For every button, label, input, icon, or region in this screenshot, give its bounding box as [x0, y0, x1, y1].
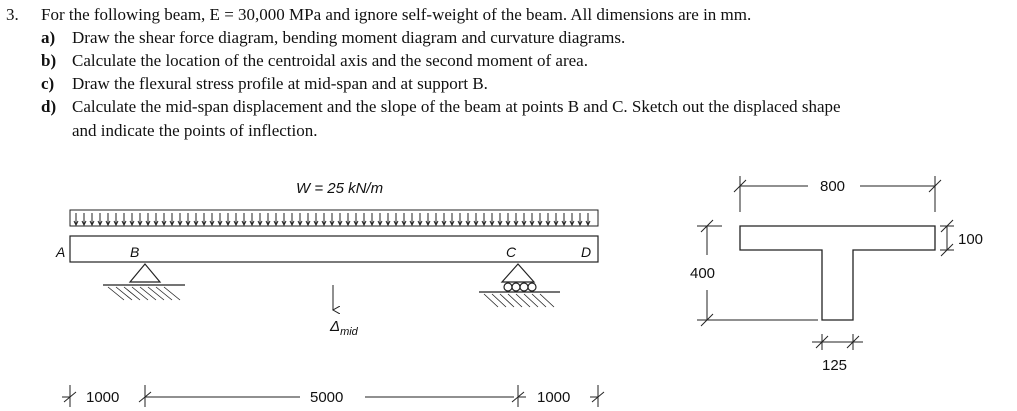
load-label: W = 25 kN/m	[296, 180, 384, 197]
web-width-dimension	[812, 334, 863, 350]
flange-thickness-label: 100	[958, 231, 984, 248]
part-a-letter: a)	[41, 28, 56, 47]
part-b-text: Calculate the location of the centroidal axis and the second moment of area.	[72, 51, 588, 70]
pin-support-b	[103, 264, 185, 300]
flange-thickness-dimension	[940, 220, 954, 256]
part-d-text: Calculate the mid-span displacement and the slope of the beam at points B and C. Sketch out the displaced shape	[72, 97, 841, 116]
depth-dimension	[697, 220, 818, 326]
question-stem: For the following beam, E = 30,000 MPa and ignore self-weight of the beam. All dimensions are in mm.	[41, 5, 752, 24]
part-b-letter: b)	[41, 51, 57, 70]
flange-width-label: 800	[820, 178, 846, 195]
part-d-letter: d)	[41, 97, 57, 116]
part-c-text: Draw the flexural stress profile at mid-span and at support B.	[72, 74, 488, 93]
point-d-label: D	[581, 244, 592, 260]
point-a-label: A	[56, 244, 66, 260]
roller-support-c	[479, 264, 560, 307]
delta-mid-label: $\Delta_{mid}$	[330, 318, 358, 338]
distributed-load	[70, 210, 598, 226]
point-c-label: C	[506, 244, 517, 260]
depth-label: 400	[690, 265, 716, 282]
question-number: 3.	[6, 5, 19, 24]
span-bc-label: 5000	[310, 389, 344, 406]
t-section	[740, 226, 935, 320]
web-width-label: 125	[822, 357, 848, 374]
span-ab-label: 1000	[86, 389, 120, 406]
span-cd-label: 1000	[537, 389, 571, 406]
point-b-label: B	[130, 244, 140, 260]
part-a-text: Draw the shear force diagram, bending moment diagram and curvature diagrams.	[72, 28, 626, 47]
beam	[70, 236, 598, 262]
part-d-continuation: and indicate the points of inflection.	[72, 121, 318, 140]
part-c-letter: c)	[41, 74, 55, 93]
